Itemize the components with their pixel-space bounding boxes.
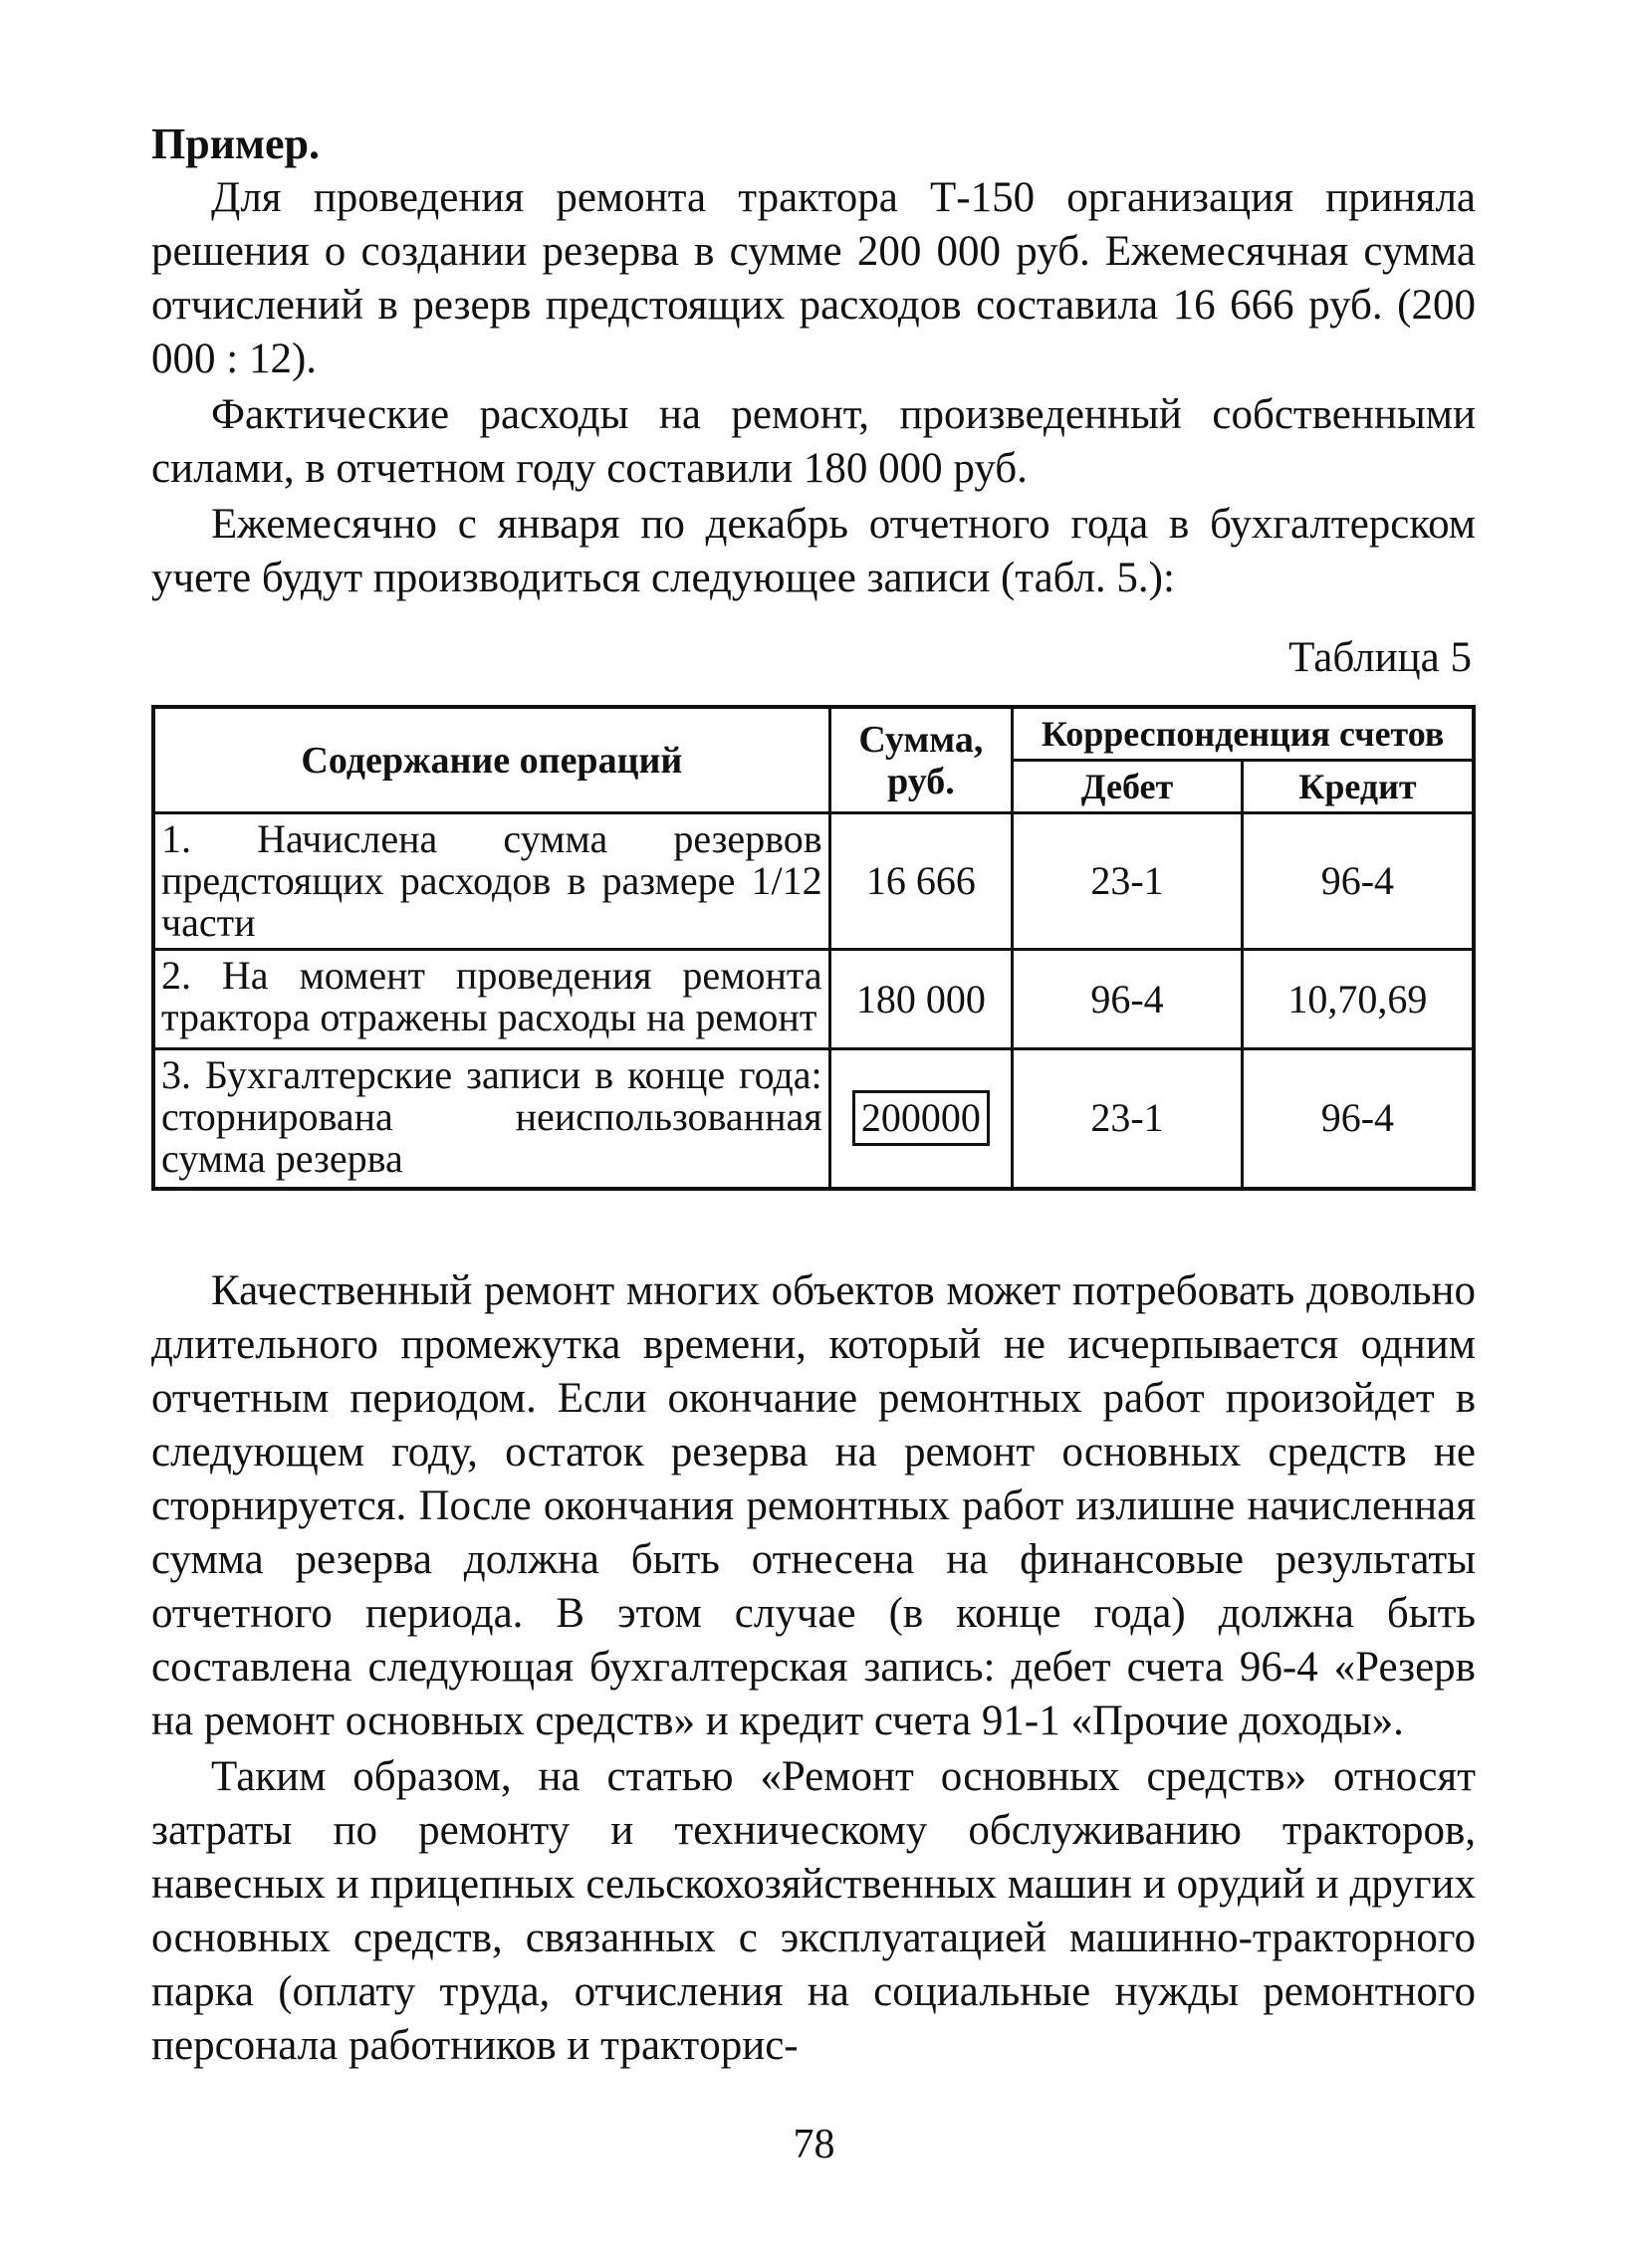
row-credit: 96-4 [1242, 1049, 1474, 1189]
row-sum-boxed: 200000 [852, 1090, 990, 1146]
table-row [153, 813, 1474, 950]
header-content: Содержание операций [153, 707, 829, 813]
row-debit: 96-4 [1013, 950, 1243, 1049]
header-debit: Дебет [1013, 761, 1243, 813]
paragraph-intro: Для проведения ремонта трактора Т-150 организация приняла решения о создании резерва в сумме 200 000 руб. Ежемесячная сумма отчислений в резерв предстоящих расходов составила 16 666 руб. (200 000 : 12). [151, 174, 1476, 382]
row-description: 3. Бухгалтерские записи в конце года: сторнирована неиспользованная сумма резерва [153, 1049, 829, 1189]
row-description: 2. На момент проведения ремонта трактора отражены расходы на ремонт [153, 950, 829, 1049]
row-debit: 23-1 [1013, 1049, 1243, 1189]
example-heading: Пример. [151, 119, 321, 168]
table-row [153, 1049, 1474, 1189]
row-sum: 180 000 [829, 950, 1013, 1049]
page-content [151, 117, 1476, 2073]
page-number: 78 [793, 2122, 835, 2167]
row-sum-cell [829, 1049, 1013, 1189]
paragraph-actual-expenses: Фактические расходы на ремонт, произведенный собственными силами, в отчетном году составили 180 000 руб. [151, 391, 1476, 492]
paragraph-monthly-entries: Ежемесячно с января по декабрь отчетного года в бухгалтерском учете будут производиться следующее записи (табл. 5.): [151, 501, 1476, 601]
table-row [153, 950, 1474, 1049]
paragraph-repair-costs: Таким образом, на статью «Ремонт основных средств» относят затраты по ремонту и техническому обслуживанию тракторов, навесных и прицепных сельскохозяйственных машин и орудий и других основных средств, связанных с эксплуатацией машинно-тракторного парка (оплату труда, отчисления на социальные нужды ремонтного персонала работников и трактoрис- [151, 1752, 1476, 2069]
row-description: 1. Начислена сумма резервов предстоящих расходов в размере 1/12 части [153, 813, 829, 950]
row-credit: 10,70,69 [1242, 950, 1474, 1049]
after-table-text [151, 1264, 1476, 2073]
paragraph-long-repair: Качественный ремонт многих объектов может потребовать довольно длительного промежутка времени, который не исчерпывается одним отчетным периодом. Если окончание ремонтных работ произойдет в следующем году, остаток резерва на ремонт основных средств не сторнируется. После окончания ремонтных работ излишне начисленная сумма резерва должна быть отнесена на финансовые результаты отчетного периода. В этом случае (в конце года) должна быть составлена следующая бухгалтерская запись: дебет счета 96-4 «Резерв на ремонт основных средств» и кредит счета 91-1 «Прочие доходы». [151, 1266, 1476, 1744]
header-correspondence: Корреспонденция счетов [1013, 707, 1474, 761]
row-debit: 23-1 [1013, 813, 1243, 950]
row-credit: 96-4 [1242, 813, 1474, 950]
header-credit: Кредит [1242, 761, 1474, 813]
row-sum: 16 666 [829, 813, 1013, 950]
operations-table [151, 705, 1476, 1191]
header-sum: Сумма, руб. [829, 707, 1013, 813]
table-caption: Таблица 5 [1288, 634, 1472, 681]
